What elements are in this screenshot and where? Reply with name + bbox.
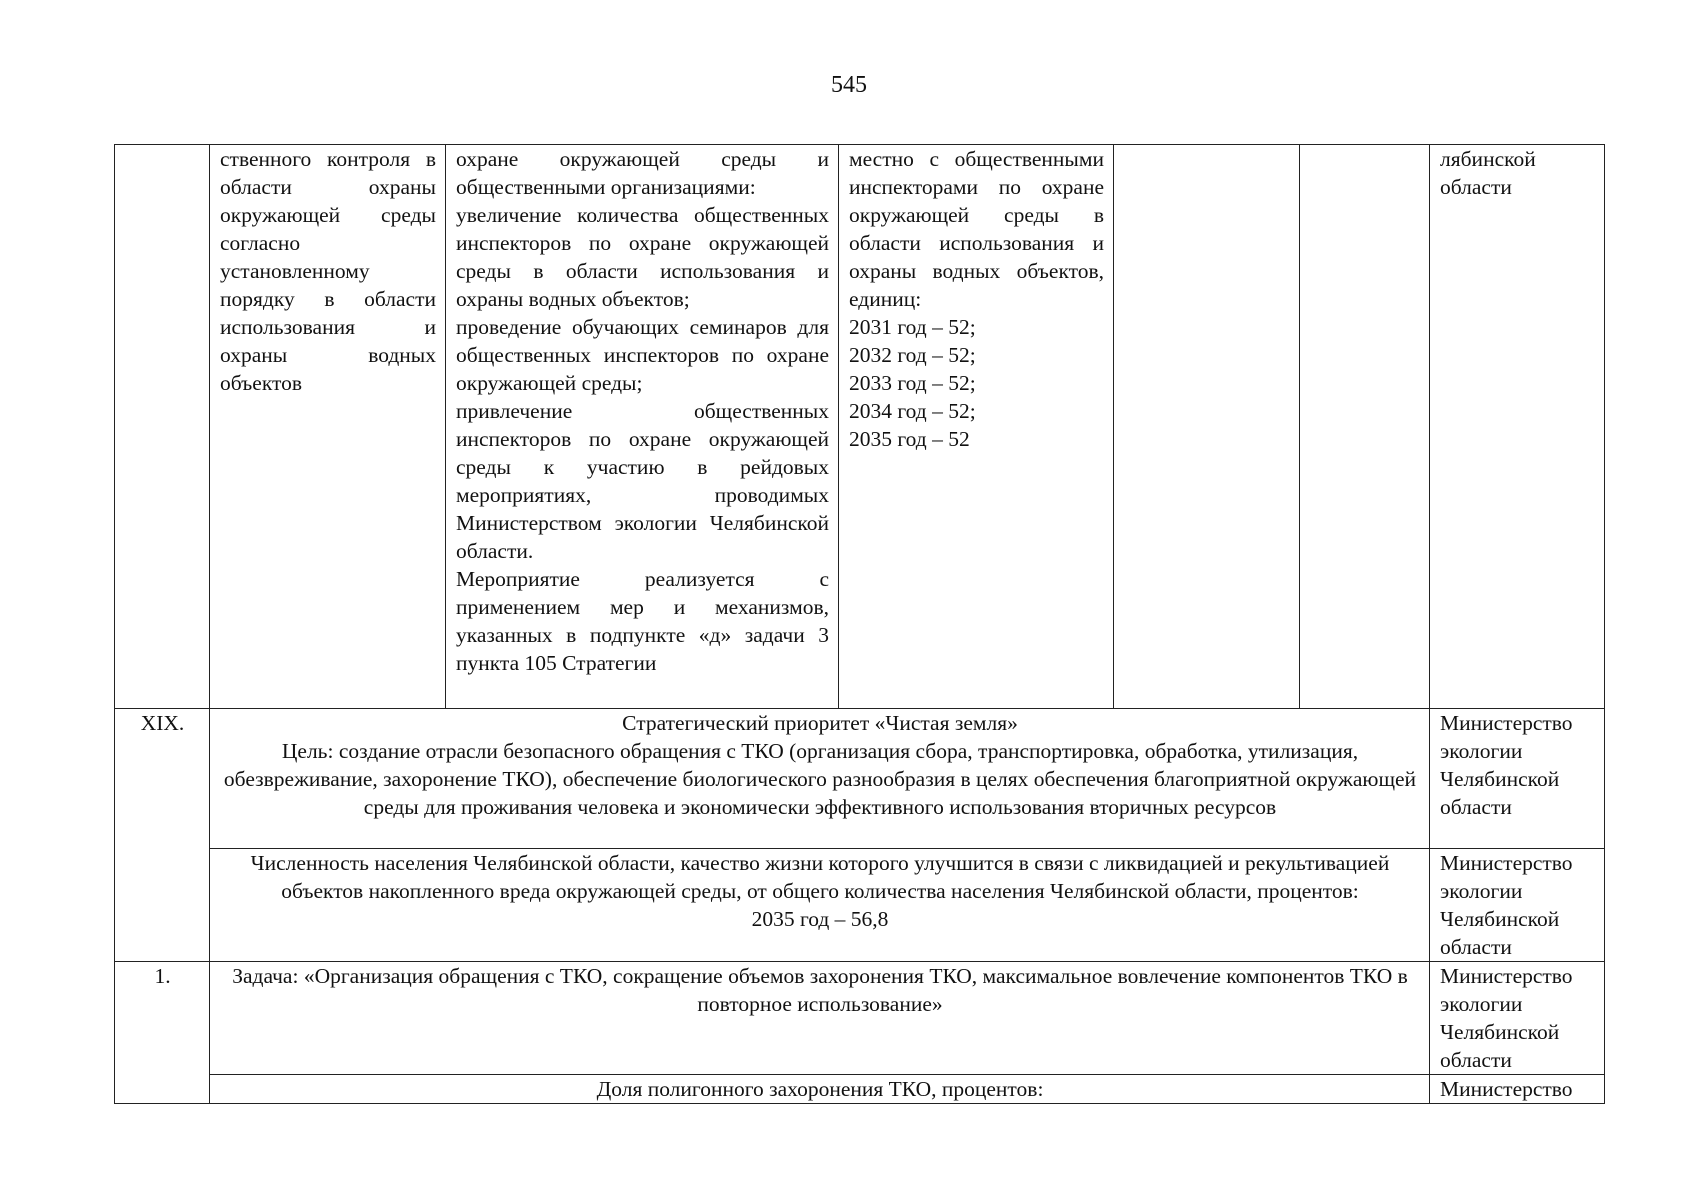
cell-indicator-content bbox=[210, 849, 1430, 962]
table-row-priority-xix bbox=[115, 709, 1605, 849]
indicator-year: 2032 год – 52; bbox=[849, 343, 976, 367]
strategy-table bbox=[114, 144, 1605, 1104]
description-line: охране окружающей среды и общественными организациями: bbox=[456, 147, 829, 199]
cell-responsible: Министерство экологии Челябинской области bbox=[1430, 962, 1605, 1075]
table-row-continued bbox=[115, 145, 1605, 709]
cell-responsible: лябинской области bbox=[1430, 145, 1605, 709]
description-line: проведение обучающих семинаров для общественных инспекторов по охране окружающей среды; bbox=[456, 315, 829, 395]
indicator-year: 2035 год – 52 bbox=[849, 427, 970, 451]
cell-responsible: Министерство экологии Челябинской области bbox=[1430, 709, 1605, 849]
description-line: увеличение количества общественных инспекторов по охране окружающей среды в области использования и охраны водных объектов; bbox=[456, 203, 829, 311]
cell-landfill-share: Доля полигонного захоронения ТКО, процентов: bbox=[210, 1075, 1430, 1104]
description-line: Мероприятие реализуется с применением мер и механизмов, указанных в подпункте «д» задачи 3 пункта 105 Стратегии bbox=[456, 567, 829, 675]
cell-empty-5 bbox=[1114, 145, 1300, 709]
cell-responsible: Министерство экологии Челябинской области bbox=[1430, 849, 1605, 962]
indicator-year: 2031 год – 52; bbox=[849, 315, 976, 339]
cell-activity-name: ственного контроля в области охраны окружающей среды согласно установленному порядку в области использования и охраны водных объектов bbox=[210, 145, 446, 709]
indicator-text: Численность населения Челябинской области, качество жизни которого улучшится в связи с ликвидацией и рекультивацией объектов накопленного вреда окружающей среды, от общего количества населения Челябинской области, процентов: bbox=[250, 851, 1390, 903]
cell-number-empty bbox=[115, 145, 210, 709]
cell-activity-description bbox=[446, 145, 839, 709]
cell-section-number: XIX. bbox=[115, 709, 210, 962]
table-row-landfill-share bbox=[115, 1075, 1605, 1104]
cell-indicator bbox=[839, 145, 1114, 709]
cell-responsible: Министерство bbox=[1430, 1075, 1605, 1104]
indicator-year: 2034 год – 52; bbox=[849, 399, 976, 423]
priority-goal: Цель: создание отрасли безопасного обращения с ТКО (организация сбора, транспортировка, обработка, утилизация, обезвреживание, захоронение ТКО), обеспечение биологического разнообразия в целях обеспечения благоприятной окружающей среды для проживания человека и экономически эффективного использования вторичных ресурсов bbox=[223, 739, 1417, 819]
cell-priority-content bbox=[210, 709, 1430, 849]
table-row-indicator bbox=[115, 849, 1605, 962]
indicator-year: 2033 год – 52; bbox=[849, 371, 976, 395]
cell-empty-6 bbox=[1300, 145, 1430, 709]
cell-task-text: Задача: «Организация обращения с ТКО, сокращение объемов захоронения ТКО, максимальное вовлечение компонентов ТКО в повторное использование» bbox=[210, 962, 1430, 1075]
cell-task-number: 1. bbox=[115, 962, 210, 1104]
table-row-task-1 bbox=[115, 962, 1605, 1075]
page-number: 545 bbox=[831, 72, 867, 98]
description-line: привлечение общественных инспекторов по охране окружающей среды к участию в рейдовых мероприятиях, проводимых Министерством экологии Челябинской области. bbox=[456, 399, 829, 563]
indicator-intro: местно с общественными инспекторами по охране окружающей среды в области использования и охраны водных объектов, единиц: bbox=[849, 147, 1104, 311]
indicator-value: 2035 год – 56,8 bbox=[751, 907, 889, 931]
priority-title: Стратегический приоритет «Чистая земля» bbox=[622, 711, 1018, 735]
